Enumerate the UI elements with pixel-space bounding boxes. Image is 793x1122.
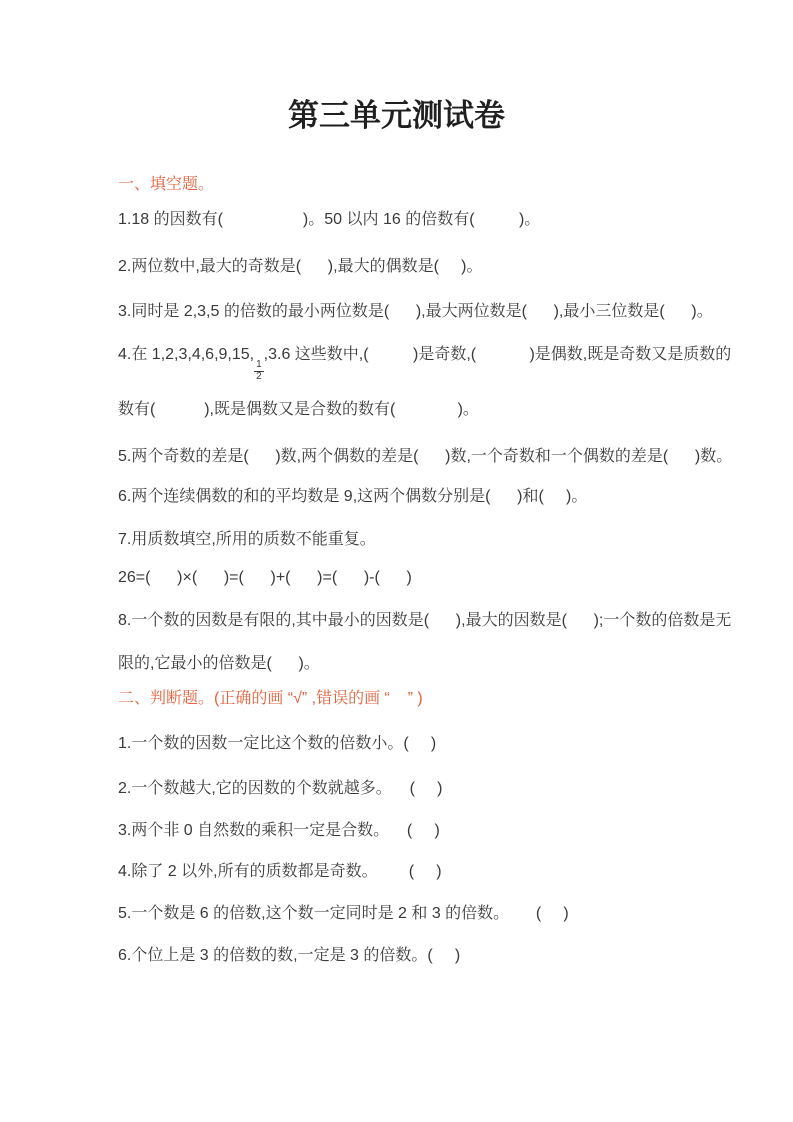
fill-question-3: 3.同时是 2,3,5 的倍数的最小两位数是( ),最大两位数是( ),最小三位数是( )。 <box>118 303 713 320</box>
judge-question-6: 6.个位上是 3 的倍数的数,一定是 3 的倍数。( ) <box>118 947 461 964</box>
one-half-fraction <box>254 360 264 382</box>
question-7-equation: 26=( )×( )=( )+( )=( )-( ) <box>118 569 412 586</box>
fill-question-2: 2.两位数中,最大的奇数是( ),最大的偶数是( )。 <box>118 258 483 275</box>
page-title: 第三单元测试卷 <box>288 98 505 133</box>
fraction-numerator: 1 <box>256 359 262 370</box>
fill-question-8-line-2: 限的,它最小的倍数是( )。 <box>118 655 320 672</box>
judge-question-3: 3.两个非 0 自然数的乘积一定是合数。 ( ) <box>118 822 440 839</box>
judge-question-2: 2.一个数越大,它的因数的个数就越多。 ( ) <box>118 780 443 797</box>
question-4-text-after-fraction: ,3.6 这些数中,( )是奇数,( )是偶数,既是奇数又是质数的 <box>263 346 732 363</box>
judge-question-5: 5.一个数是 6 的倍数,这个数一定同时是 2 和 3 的倍数。 ( ) <box>118 905 569 922</box>
fill-question-6: 6.两个连续偶数的和的平均数是 9,这两个偶数分别是( )和( )。 <box>118 488 588 505</box>
judge-question-1: 1.一个数的因数一定比这个数的倍数小。( ) <box>118 735 437 752</box>
fill-question-4-line-2: 数有( ),既是偶数又是合数的数有( )。 <box>118 401 479 418</box>
fraction-denominator: 2 <box>256 370 262 382</box>
fill-question-8-line-1: 8.一个数的因数是有限的,其中最小的因数是( ),最大的因数是( );一个数的倍数是无 <box>118 612 732 629</box>
fill-question-7: 7.用质数填空,所用的质数不能重复。 <box>118 531 376 548</box>
section1-heading: 一、填空题。 <box>118 176 215 193</box>
section2-heading: 二、判断题。(正确的画 “√” ,错误的画 “ ” ) <box>118 690 423 707</box>
judge-question-4: 4.除了 2 以外,所有的质数都是奇数。 ( ) <box>118 863 442 880</box>
fill-question-5: 5.两个奇数的差是( )数,两个偶数的差是( )数,一个奇数和一个偶数的差是( )数。 <box>118 448 733 465</box>
fill-question-4-line-1 <box>118 344 732 382</box>
fill-question-1: 1.18 的因数有( )。50 以内 16 的倍数有( )。 <box>118 211 541 228</box>
question-4-text-before-fraction: 4.在 1,2,3,4,6,9,15, <box>118 346 255 363</box>
